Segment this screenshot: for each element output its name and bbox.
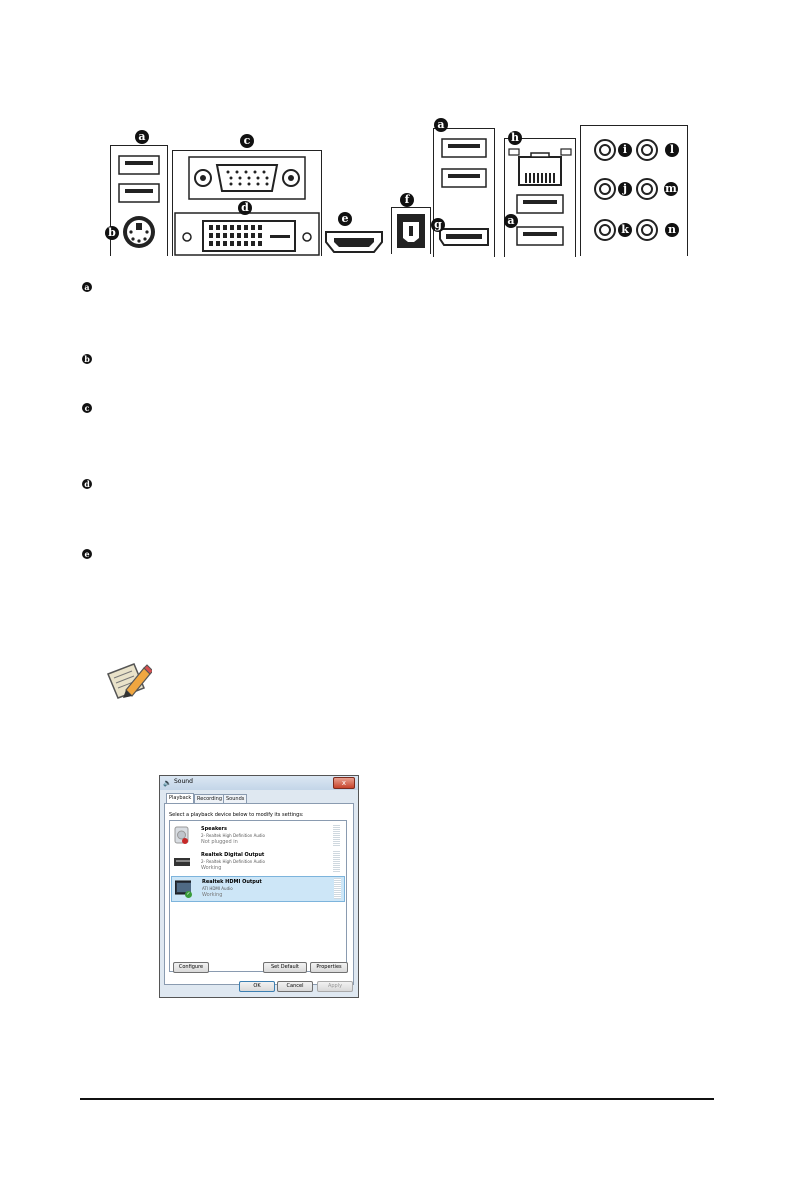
configure-button[interactable]: Configure — [173, 962, 209, 973]
lan-usb-stack — [504, 138, 576, 257]
device-driver: 2- Realtek High Definition Audio — [201, 859, 265, 864]
usb-esata-stack — [433, 128, 495, 257]
optical-port-icon — [392, 208, 430, 254]
label-d-dvi: d — [238, 201, 252, 215]
device-state: Working — [202, 892, 223, 898]
esata-port-icon — [434, 129, 494, 257]
lan-port-icon — [505, 139, 575, 257]
label-g-esata: g — [431, 218, 445, 232]
list-marker-d: d — [82, 479, 92, 489]
device-name: Speakers — [201, 826, 227, 832]
set-default-button[interactable]: Set Default — [263, 962, 307, 973]
device-list — [169, 820, 347, 972]
label-a-usb-right: a — [504, 214, 518, 228]
list-marker-c: c — [82, 403, 92, 413]
optical-spdif-port — [391, 207, 431, 254]
device-driver: ATI HDMI Audio — [202, 886, 233, 891]
cancel-button[interactable]: Cancel — [277, 981, 313, 992]
volume-meter — [333, 825, 340, 846]
label-m-audio: m — [665, 182, 677, 195]
tab-sounds[interactable]: Sounds — [223, 794, 247, 804]
list-marker-e: e — [82, 549, 92, 559]
usb-port-icon — [111, 146, 167, 256]
label-i-audio: i — [618, 143, 632, 157]
ok-button[interactable]: OK — [239, 981, 275, 992]
label-e-hdmi: e — [338, 212, 352, 226]
device-name: Realtek HDMI Output — [202, 879, 262, 885]
dialog-titlebar — [160, 776, 358, 790]
device-digital-output[interactable] — [171, 850, 343, 874]
list-marker-a: a — [82, 282, 92, 292]
digital-output-device-icon — [174, 852, 190, 870]
list-marker-b: b — [82, 354, 92, 364]
device-driver: 2- Realtek High Definition Audio — [201, 833, 265, 838]
dialog-title: Sound — [174, 778, 193, 785]
close-button[interactable]: x — [333, 777, 355, 789]
hdmi-port — [322, 228, 386, 258]
label-k-audio: k — [618, 223, 632, 237]
volume-meter — [333, 851, 340, 872]
volume-meter — [334, 878, 341, 899]
device-name: Realtek Digital Output — [201, 852, 265, 858]
instruction-text: Select a playback device below to modify its settings: — [169, 812, 304, 818]
properties-button[interactable]: Properties — [310, 962, 348, 973]
hdmi-port-icon — [322, 228, 386, 258]
label-n-audio: n — [665, 223, 679, 237]
speaker-icon: 🔈 — [163, 779, 172, 787]
label-j-audio: j — [618, 182, 632, 196]
default-device-check-icon: ✓ — [186, 891, 191, 897]
usb-ps2-stack — [110, 145, 168, 256]
label-f-optical: f — [400, 193, 414, 207]
device-speakers[interactable] — [171, 824, 343, 848]
tab-recording[interactable]: Recording — [194, 794, 225, 804]
unplugged-status-icon — [182, 838, 188, 844]
tab-playback[interactable]: Playback — [166, 793, 194, 804]
label-a-usb-left: a — [135, 130, 149, 144]
footer-rule — [80, 1098, 714, 1100]
device-state: Not plugged in — [201, 839, 238, 845]
label-b-ps2: b — [105, 226, 119, 240]
label-h-lan: h — [508, 131, 522, 145]
label-l-audio: l — [665, 143, 679, 157]
label-c-vga: c — [240, 134, 254, 148]
device-hdmi-output[interactable] — [171, 876, 345, 902]
label-a-usb-middle: a — [434, 118, 448, 132]
device-state: Working — [201, 865, 222, 871]
apply-button[interactable]: Apply — [317, 981, 353, 992]
note-pencil-icon — [104, 660, 152, 702]
sound-dialog — [159, 775, 359, 998]
